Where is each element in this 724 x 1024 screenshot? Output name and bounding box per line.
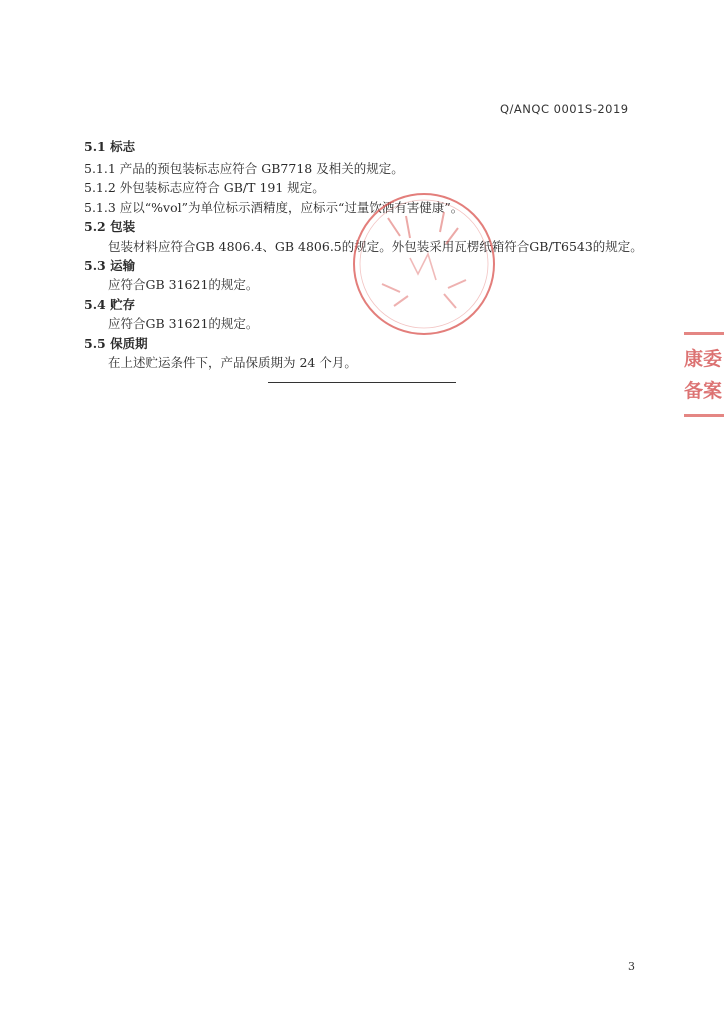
side-seal-line-2: 备案 (684, 380, 723, 402)
section-5-5-title (84, 336, 148, 352)
clause-5-1-3: 5.1.3 应以“%vol”为单位标示酒精度，应标示“过量饮酒有害健康”。 (84, 200, 464, 215)
section-5-4-title (84, 297, 135, 313)
section-5-2-text: 包装材料应符合GB 4806.4、GB 4806.5的规定。外包装采用瓦楞纸箱符合GB/T6543的规定。 (108, 239, 643, 254)
clause-5-1-1: 5.1.1 产品的预包装标志应符合 GB7718 及相关的规定。 (84, 161, 404, 176)
side-seal-top-rule (684, 332, 724, 335)
section-5-3-title (84, 258, 135, 274)
clause-5-1-2: 5.1.2 外包装标志应符合 GB/T 191 规定。 (84, 180, 325, 195)
section-5-5-text: 在上述贮运条件下，产品保质期为 24 个月。 (108, 355, 357, 370)
side-filing-seal (678, 330, 724, 420)
section-5-3-text: 应符合GB 31621的规定。 (108, 277, 259, 292)
section-5-2-title (84, 219, 135, 235)
document-code: Q/ANQC 0001S-2019 (500, 102, 629, 116)
end-rule (268, 382, 456, 383)
page-number: 3 (628, 960, 635, 973)
section-5-3-label: 5.3 运输 (84, 258, 136, 273)
section-5-4-text: 应符合GB 31621的规定。 (108, 316, 259, 331)
section-5-1-title (84, 139, 135, 155)
section-5-1-label: 5.1 标志 (84, 139, 136, 154)
section-5-2-label: 5.2 包装 (84, 219, 136, 234)
section-5-5-label: 5.5 保质期 (84, 336, 148, 351)
side-seal-line-1: 康委 (684, 348, 723, 370)
side-seal-bottom-rule (684, 414, 724, 417)
section-5-4-label: 5.4 贮存 (84, 297, 136, 312)
